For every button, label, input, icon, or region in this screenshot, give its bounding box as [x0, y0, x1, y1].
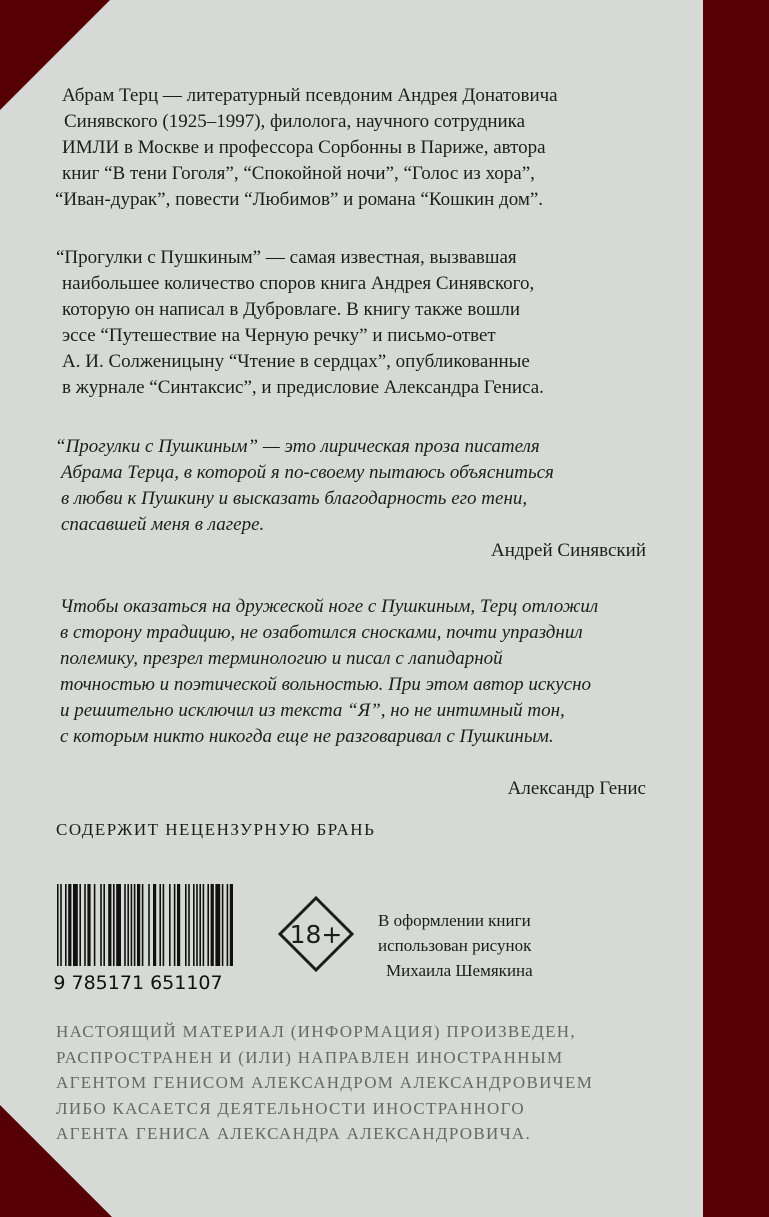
text-line: АГЕНТА ГЕНИСА АЛЕКСАНДРА АЛЕКСАНДРОВИЧА. [56, 1124, 532, 1143]
barcode-bar [196, 884, 198, 966]
barcode-bar [174, 884, 176, 966]
barcode-bar [134, 884, 136, 966]
barcode-bar [79, 884, 81, 966]
quote-signature: Андрей Синявский [490, 540, 646, 561]
age-rating-text: 18+ [289, 920, 343, 949]
barcode-bar [68, 884, 71, 966]
text-line: в сторону традицию, не озаботился сносками, почти упразднил [60, 622, 583, 643]
text-line: “Прогулки с Пушкиным” — самая известная, вызвавшая [56, 247, 517, 268]
text-line: эссе “Путешествие на Черную речку” и письмо-ответ [62, 325, 496, 346]
barcode-bar [215, 884, 220, 966]
barcode-bar [148, 884, 150, 966]
barcode-bars [57, 884, 233, 966]
critic-quote [60, 594, 598, 750]
barcode-bar [207, 884, 209, 966]
barcode-bar [84, 884, 86, 966]
barcode-bar [222, 884, 224, 966]
barcode [37, 884, 240, 994]
text-line: использован рисунок [378, 936, 532, 955]
text-line: АГЕНТОМ ГЕНИСОМ АЛЕКСАНДРОМ АЛЕКСАНДРОВИЧЕМ [56, 1073, 594, 1092]
book-description [56, 245, 544, 401]
age-rating-badge [278, 896, 354, 972]
text-line: А. И. Солженицыну “Чтение в сердцах”, опубликованные [62, 351, 530, 372]
barcode-bar [100, 884, 102, 966]
barcode-bar [211, 884, 214, 966]
text-line: спасавшей меня в лагере. [61, 514, 265, 535]
text-line: ЛИБО КАСАЕТСЯ ДЕЯТЕЛЬНОСТИ ИНОСТРАННОГО [56, 1098, 525, 1118]
barcode-bar [60, 884, 62, 966]
barcode-bar [103, 884, 105, 966]
barcode-bar [124, 884, 126, 966]
text-line: наибольшее количество споров книга Андрея Синявского, [62, 273, 535, 294]
content-warning: СОДЕРЖИТ НЕЦЕНЗУРНУЮ БРАНЬ [56, 820, 376, 839]
barcode-bar [65, 884, 67, 966]
barcode-bar [199, 884, 201, 966]
text-line: точностью и поэтической вольностью. При этом автор искусно [60, 674, 591, 695]
text-line: НАСТОЯЩИЙ МАТЕРИАЛ (ИНФОРМАЦИЯ) ПРОИЗВЕДЕН, [56, 1022, 576, 1041]
text-line: В оформлении книги [378, 911, 531, 930]
barcode-bar [185, 884, 187, 966]
text-line: в журнале “Синтаксис”, и предисловие Александра Гениса. [62, 377, 544, 398]
barcode-bar [73, 884, 78, 966]
author-bio [55, 83, 558, 213]
barcode-bar [153, 884, 156, 966]
barcode-bar [177, 884, 180, 966]
barcode-bar [108, 884, 111, 966]
barcode-bar [163, 884, 165, 966]
text-line: в любви к Пушкину и высказать благодарность его тени, [61, 488, 528, 509]
text-line: полемику, презрел терминологию и писал с лапидарной [60, 648, 503, 669]
barcode-bar [193, 884, 195, 966]
critic-signature: Александр Генис [507, 778, 646, 799]
text-line: Абрама Терца, в которой я по-своему пытаюсь объясниться [61, 462, 554, 483]
text-line: Синявского (1925–1997), филолога, научного сотрудника [64, 111, 526, 132]
barcode-number: 9 785171 651107 [53, 972, 223, 994]
text-line: книг “В тени Гоголя”, “Спокойной ночи”, “Голос из хора”, [62, 163, 535, 184]
barcode-bar [116, 884, 121, 966]
text-line: РАСПРОСТРАНЕН И (ИЛИ) НАПРАВЛЕН ИНОСТРАННЫМ [56, 1047, 564, 1067]
text-line: Чтобы оказаться на дружеской ноге с Пушкиным, Терц отложил [60, 596, 599, 617]
text-line: которую он написал в Дубровлаге. В книгу также вошли [62, 299, 520, 320]
text-line: “Прогулки с Пушкиным” — это лирическая проза писателя [55, 436, 540, 457]
spine-stripe [703, 0, 769, 1217]
text-line: с которым никто никогда еще не разговаривал с Пушкиным. [60, 726, 554, 747]
barcode-bar [127, 884, 129, 966]
barcode-bar [131, 884, 133, 966]
text-line: “Иван-дурак”, повести “Любимов” и романа “Кошкин дом”. [55, 189, 544, 210]
barcode-bar [57, 884, 59, 966]
barcode-bar [137, 884, 140, 966]
barcode-bar [230, 884, 233, 966]
text-line: Абрам Терц — литературный псевдоним Андрея Донатовича [62, 85, 558, 106]
barcode-bar [203, 884, 205, 966]
barcode-bar [159, 884, 161, 966]
barcode-bar [227, 884, 229, 966]
text-line: ИМЛИ в Москве и профессора Сорбонны в Париже, автора [62, 137, 546, 158]
barcode-bar [113, 884, 115, 966]
text-line: и решительно исключил из текста “Я”, но не интимный тон, [60, 700, 565, 721]
barcode-bar [94, 884, 96, 966]
foreign-agent-notice [56, 1019, 593, 1147]
author-quote [55, 434, 554, 538]
barcode-bar [87, 884, 90, 966]
barcode-bar [188, 884, 190, 966]
barcode-bar [142, 884, 144, 966]
text-line: Михаила Шемякина [386, 961, 533, 980]
illustration-credit [378, 908, 533, 983]
barcode-bar [169, 884, 171, 966]
